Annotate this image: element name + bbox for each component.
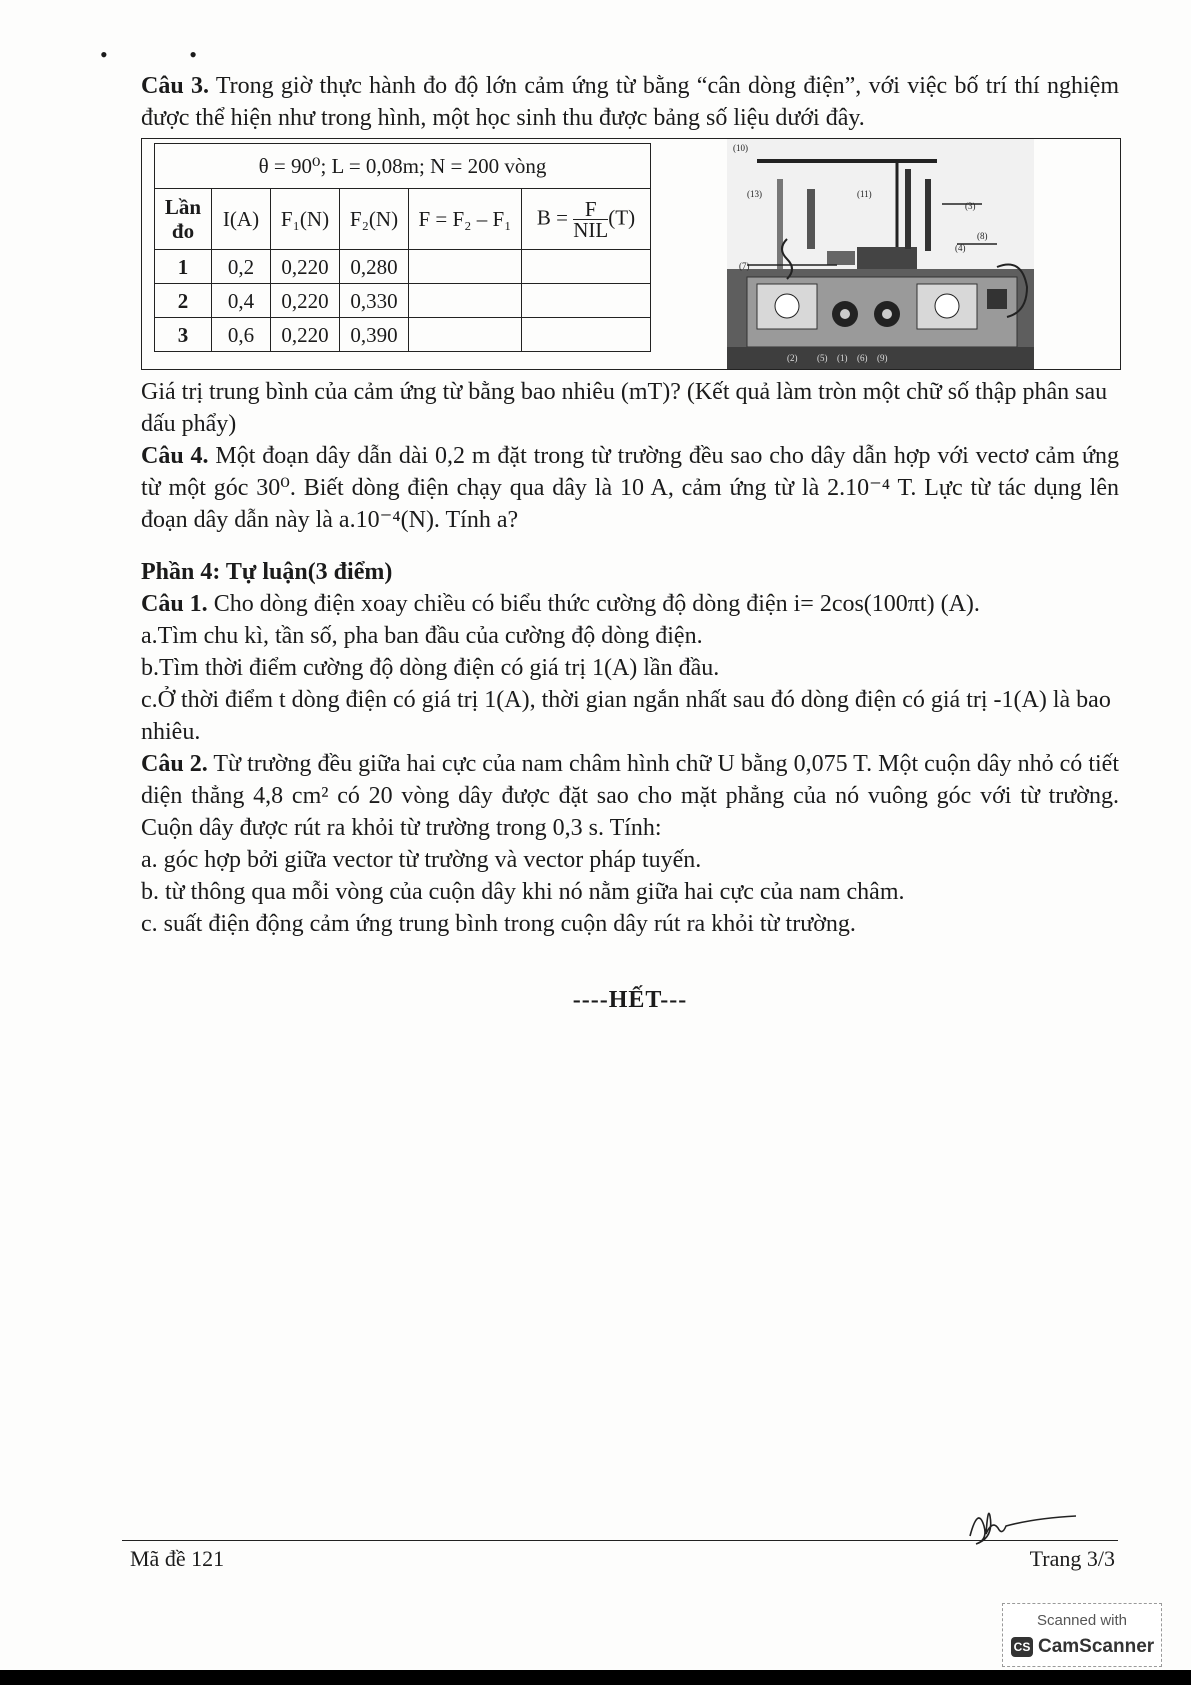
cell-f — [409, 318, 522, 352]
figure-label: (8) — [977, 231, 988, 241]
header-f2: F₂(N) — [340, 189, 409, 250]
cell-f1: 0,220 — [271, 250, 340, 284]
essay-question-1 — [141, 588, 1119, 620]
part-4-title: Phần 4: Tự luận(3 điểm) — [141, 559, 393, 585]
figure-label: (3) — [965, 201, 976, 211]
question-4-label: Câu 4. — [141, 443, 209, 469]
essay-question-1-label: Câu 1. — [141, 591, 208, 617]
figure-label: (7) — [739, 261, 750, 271]
cell-f — [409, 250, 522, 284]
figure-label: (5) — [817, 353, 828, 363]
header-b: B = $\frac{F}{\text{NIL}}$ (T) — [522, 189, 651, 250]
essay-question-2-label: Câu 2. — [141, 751, 208, 777]
camscanner-icon: CS — [1011, 1637, 1033, 1657]
header-current: I(A) — [212, 189, 271, 250]
experiment-figure-block — [141, 138, 1121, 370]
page-content — [141, 70, 1119, 1016]
camscanner-label: CamScanner — [1038, 1636, 1155, 1657]
current-balance-photo — [727, 139, 1034, 369]
cell-f1: 0,220 — [271, 284, 340, 318]
b-formula-fraction: $\frac{F}{\text{NIL}}$ — [573, 196, 609, 242]
header-f1: F₁(N) — [271, 189, 340, 250]
question-4-text: Một đoạn dây dẫn dài 0,2 m đặt trong từ trường đều sao cho dây dẫn hợp với vectơ cảm ứng từ một góc 30⁰. Biết dòng điện chạy qua dây là 10 A, cảm ứng từ là 2.10⁻⁴ T. Lực từ tác dụng lên đoạn dây dẫn này là a.10⁻⁴(N). Tính a? — [141, 443, 1119, 533]
figure-label: (4) — [955, 243, 966, 253]
table-row — [155, 318, 651, 352]
scanned-with-label: Scanned with — [1036, 1612, 1128, 1629]
cell-b — [522, 318, 651, 352]
figure-label: (13) — [747, 189, 762, 199]
table-row — [155, 284, 651, 318]
essay-question-1-text: Cho dòng điện xoay chiều có biểu thức cường độ dòng điện i= 2cos(100πt) (A). — [207, 591, 980, 617]
cell-f2: 0,280 — [340, 250, 409, 284]
page-number: Trang 3/3 — [1029, 1546, 1115, 1571]
scan-bottom-edge — [0, 1670, 1191, 1685]
essay-question-2 — [141, 748, 1119, 844]
essay-question-2-b: b. từ thông qua mỗi vòng của cuộn dây khi nó nằm giữa hai cực của nam châm. — [141, 879, 905, 905]
cell-i: 0,2 — [212, 250, 271, 284]
measurement-table — [154, 143, 651, 352]
end-mark: ----HẾT--- — [572, 987, 688, 1013]
cell-n: 1 — [155, 250, 212, 284]
header-lan-do: Lần đo — [155, 189, 212, 250]
cell-n: 2 — [155, 284, 212, 318]
question-4 — [141, 440, 1119, 536]
figure-label: (2) — [787, 353, 798, 363]
cell-i: 0,6 — [212, 318, 271, 352]
figure-label: (10) — [733, 143, 748, 153]
cell-f1: 0,220 — [271, 318, 340, 352]
cell-b — [522, 250, 651, 284]
cell-f2: 0,390 — [340, 318, 409, 352]
apparatus-illustration — [727, 139, 1034, 369]
cell-f2: 0,330 — [340, 284, 409, 318]
essay-question-2-c: c. suất điện động cảm ứng trung bình trong cuộn dây rút ra khỏi từ trường. — [141, 911, 856, 937]
header-force: F = F₂ – F₁ — [409, 189, 522, 250]
question-3-label: Câu 3. — [141, 73, 209, 99]
essay-question-1-a: a.Tìm chu kì, tần số, pha ban đầu của cường độ dòng điện. — [141, 623, 703, 649]
essay-question-2-text: Từ trường đều giữa hai cực của nam châm hình chữ U bằng 0,075 T. Một cuộn dây nhỏ có tiết diện thẳng 4,8 cm² có 20 vòng dây được đặt sao cho mặt phẳng của nó vuông góc với từ trường. Cuộn dây được rút ra khỏi từ trường trong 0,3 s. Tính: — [141, 751, 1119, 841]
question-3 — [141, 70, 1119, 134]
table-row — [155, 250, 651, 284]
scan-specks: • • — [100, 42, 235, 67]
question-3-text: Trong giờ thực hành đo độ lớn cảm ứng từ bằng “cân dòng điện”, với việc bố trí thí nghiệm được thể hiện như trong hình, một học sinh thu được bảng số liệu dưới đây. — [141, 73, 1119, 131]
figure-label: (11) — [857, 189, 872, 199]
figure-label: (6) — [857, 353, 868, 363]
camscanner-watermark — [1002, 1603, 1162, 1667]
figure-label: (9) — [877, 353, 888, 363]
essay-question-1-b: b.Tìm thời điểm cường độ dòng điện có giá trị 1(A) lần đầu. — [141, 655, 720, 681]
cell-b — [522, 284, 651, 318]
question-3-prompt: Giá trị trung bình của cảm ứng từ bằng bao nhiêu (mT)? (Kết quả làm tròn một chữ số thập phân sau dấu phẩy) — [141, 379, 1108, 437]
figure-label: (1) — [837, 353, 848, 363]
exam-code: Mã đề 121 — [130, 1546, 225, 1571]
cell-n: 3 — [155, 318, 212, 352]
cell-f — [409, 284, 522, 318]
cell-i: 0,4 — [212, 284, 271, 318]
table-params: θ = 90⁰; L = 0,08m; N = 200 vòng — [155, 144, 651, 189]
essay-question-1-c: c.Ở thời điểm t dòng điện có giá trị 1(A), thời gian ngắn nhất sau đó dòng điện có giá trị -1(A) là bao nhiêu. — [141, 687, 1111, 745]
essay-question-2-a: a. góc hợp bởi giữa vector từ trường và vector pháp tuyến. — [141, 847, 702, 873]
footer-rule — [122, 1540, 1118, 1541]
